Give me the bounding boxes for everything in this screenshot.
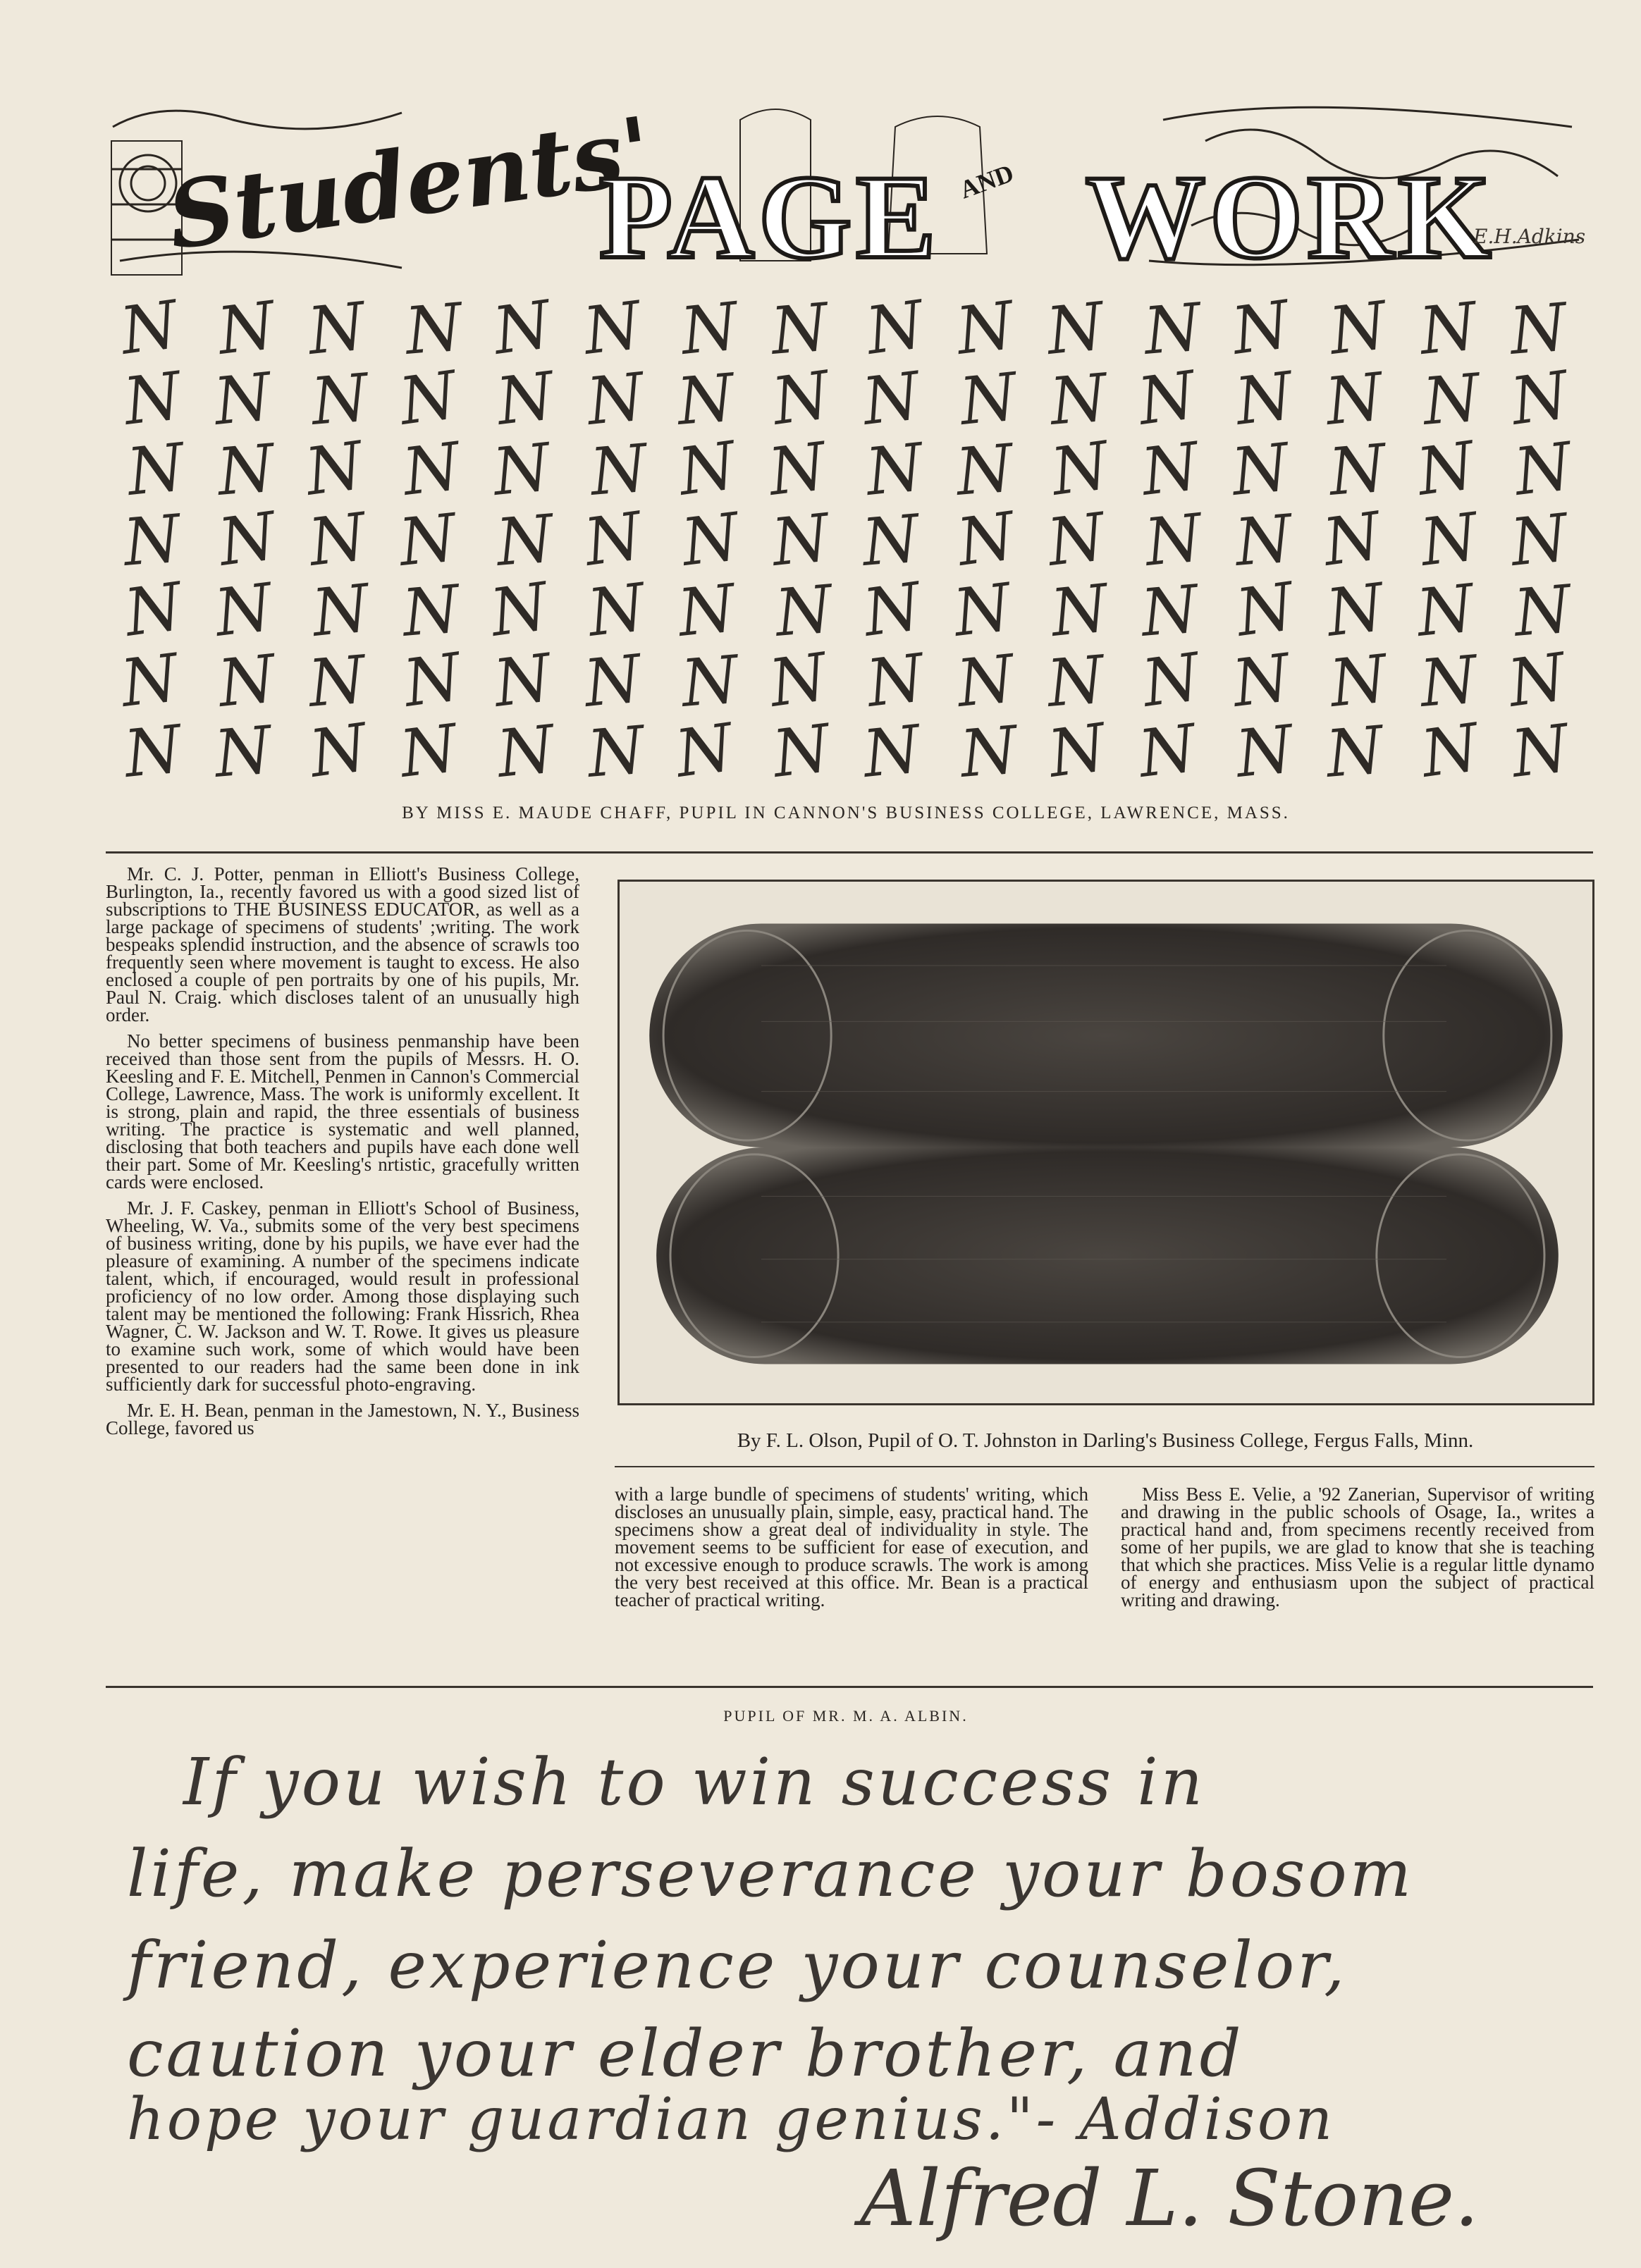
handwriting-line-1: If you wish to win success in [183, 1744, 1205, 1820]
specimen-letter: N [305, 641, 369, 722]
masthead-artist-signature: E.H.Adkins [1473, 225, 1586, 248]
specimen-letter: N [1232, 711, 1297, 789]
paragraph-bean-end: with a large bundle of specimens of students' writing, which discloses an unusually plain, simple, easy, practical hand. The specimens show a great deal of individuality in style. The movement seems to be sufficient for ease of execution, and not excessive enough to produce scrawls. The work is among the very best received at this office. Mr. Bean is a practical teacher of practical writing. [615, 1484, 1088, 1610]
specimen-letter: N [580, 641, 645, 722]
specimen-letter: N [1325, 296, 1391, 369]
specimen-letter: N [768, 296, 832, 369]
specimen-letter: N [399, 639, 466, 722]
handwriting-line-3: friend, experience your counselor, [127, 1928, 1348, 2003]
handwriting-line-2: life, make perseverance your bosom [127, 1836, 1415, 1911]
specimen-letter: N [1043, 296, 1108, 369]
specimen-letter: N [1141, 296, 1205, 369]
specimen-letter: N [1137, 428, 1203, 510]
specimen-letter: N [772, 571, 836, 651]
handwriting-line-5: hope your guardian genius."- Addison [127, 2086, 1336, 2153]
specimen-letter: N [1231, 500, 1296, 581]
specimen-letter: N [1141, 500, 1206, 581]
specimen-letter: N [1322, 569, 1389, 651]
specimen-caption: BY MISS E. MAUDE CHAFF, PUPIL IN CANNON'S BUSINESS COLLEGE, LAWRENCE, MASS. [402, 803, 1290, 822]
specimen-letter: N [859, 568, 926, 651]
specimen-letter: N [120, 500, 184, 581]
specimen-letter: N [399, 571, 463, 651]
article-column-middle [615, 1486, 1088, 1617]
specimen-letter: N [1138, 571, 1202, 651]
specimen-letter: N [1420, 359, 1483, 440]
specimen-letter: N [308, 359, 371, 440]
specimen-letter: N [493, 711, 558, 789]
specimen-letters [106, 296, 1586, 789]
specimen-letter: N [674, 570, 739, 651]
specimen-letter: N [123, 429, 188, 510]
specimen-letter: N [214, 296, 280, 369]
specimen-letter: N [210, 359, 275, 440]
specimen-letter: N [1227, 296, 1295, 369]
specimen-letter: N [488, 296, 556, 369]
specimen-letter: N [116, 639, 183, 722]
specimen-letter: N [1511, 571, 1575, 651]
specimen-letter: N [1134, 710, 1200, 789]
masthead-work: WORK [1086, 151, 1496, 282]
specimen-letter: N [1318, 498, 1386, 581]
article-column-left [106, 865, 579, 1446]
specimen-letter: N [1510, 428, 1576, 510]
specimen-letter: N [858, 357, 924, 440]
masthead-art [106, 99, 1586, 282]
specimen-letter: N [211, 712, 275, 789]
masthead [106, 99, 1586, 282]
specimen-letter: N [583, 359, 648, 440]
specimen-letter: N [486, 568, 553, 651]
specimen-letter: N [1507, 500, 1572, 581]
specimen-letter: N [1231, 357, 1297, 440]
specimen-letter: N [673, 427, 741, 510]
specimen-letter: N [584, 712, 648, 789]
specimen-letter: N [1323, 712, 1387, 789]
specimen-letter: N [1138, 639, 1205, 722]
specimen-letter: N [1506, 296, 1571, 369]
specimen-letter: N [116, 296, 183, 369]
specimen-letter: N [300, 427, 368, 510]
handwriting-signature: Alfred L. Stone. [860, 2153, 1480, 2243]
specimen-letter: N [764, 428, 830, 510]
specimen-letter: N [120, 568, 188, 651]
specimen-letter: N [214, 430, 278, 510]
specimen-letter: N [1413, 570, 1478, 651]
specimen-letter: N [584, 569, 650, 651]
specimen-letter: N [211, 569, 277, 651]
specimen-letter: N [395, 500, 460, 581]
specimen-letter: N [304, 296, 369, 369]
specimen-letter: N [768, 357, 835, 440]
specimen-letter: N [953, 430, 1016, 510]
specimen-letter: N [768, 710, 835, 789]
specimen-letter: N [677, 498, 744, 581]
specimen-letter: N [862, 639, 928, 722]
specimen-letter: N [305, 709, 372, 789]
specimen-letter: N [765, 639, 832, 722]
specimen-letter: N [1415, 296, 1481, 369]
specimen-letter: N [1412, 427, 1480, 510]
specimen-letter: N [1506, 357, 1573, 440]
specimen-letter: N [308, 570, 374, 651]
specimen-letter: N [398, 428, 465, 510]
rule-photo [615, 1466, 1594, 1467]
specimen-letter: N [489, 429, 554, 510]
specimen-letter: N [952, 296, 1019, 369]
paragraph-bean-start: Mr. E. H. Bean, penman in the Jamestown, N. Y., Business College, favored us [106, 1400, 579, 1438]
specimen-letter: N [1228, 639, 1294, 722]
specimen-letter: N [1044, 641, 1107, 722]
specimen-letter: N [677, 296, 742, 369]
specimen-letter: N [1046, 427, 1114, 510]
paragraph-potter: Mr. C. J. Potter, penman in Elliott's Business College, Burlington, Ia., recently favored us with a good sized list of subscriptions to THE BUSINESS EDUCATOR, as well as a large package of specimens of students' ;writing. The work bespeaks splendid instruction, and the absence of scrawls too frequently seen where movement is taught to excess. He also enclosed a couple of pen portraits by one of his pupils, Mr. Paul N. Craig. which discloses talent of an unusually high order. [106, 863, 579, 1025]
specimen-letter: N [1043, 709, 1111, 789]
specimen-letter: N [1416, 498, 1482, 581]
specimen-letter: N [670, 709, 738, 789]
photo-caption: By F. L. Olson, Pupil of O. T. Johnston in Darling's Business College, Fergus Falls, Minn. [737, 1429, 1474, 1452]
paragraph-velie: Miss Bess E. Velie, a '92 Zanerian, Supervisor of writing and drawing in the public schools of Osage, Ia., writes a practical hand and, from specimens recently received from some of her pupils, we are glad to know that she is teaching that which she practices. Miss Velie is a regular little dynamo of energy and enthusiasm upon the subject of practical writing and drawing. [1121, 1484, 1594, 1610]
specimen-letter: N [674, 359, 737, 440]
specimen-letter: N [492, 357, 558, 440]
rule-top [106, 851, 1593, 853]
specimen-letter: N [1507, 710, 1573, 789]
oval-exercise-drawing [620, 882, 1592, 1403]
specimen-letter: N [305, 498, 371, 581]
specimen-letter: N [579, 498, 647, 581]
specimen-letter: N [859, 711, 924, 789]
specimen-grid [106, 296, 1586, 789]
specimen-letter: N [214, 498, 281, 581]
specimen-letter: N [952, 498, 1020, 581]
specimen-letter: N [953, 641, 1018, 722]
handwriting-heading: PUPIL OF MR. M. A. ALBIN. [723, 1707, 969, 1725]
specimen-letter: N [862, 429, 927, 510]
paragraph-caskey: Mr. J. F. Caskey, penman in Elliott's School of Business, Wheeling, W. Va., submits some of the very best specimens of business writing, done by his pupils, we have ever had the pleasure of examining. A number of the specimens indicate talent, which, if encouraged, would result in professional proficiency of no low order. Among those displaying such talent may be mentioned the following: Frank Hissrich, Rhea Wagner, C. W. Jackson and W. T. Rowe. It gives us pleasure to examine such work, some of which would have been presented to our readers had the same been done in ink sufficiently dark for successful photo-engraving. [106, 1197, 579, 1395]
specimen-letter: N [1417, 641, 1480, 722]
rule-bottom [106, 1686, 1593, 1688]
specimen-letter: N [1504, 639, 1571, 722]
specimen-letter: N [1326, 430, 1389, 510]
specimen-letter: N [859, 500, 923, 581]
specimen-letter: N [395, 710, 462, 789]
article-column-right [1121, 1486, 1594, 1617]
specimen-letter: N [1416, 709, 1484, 789]
handwriting-line-4: caution your elder brother, and [127, 2016, 1244, 2091]
specimen-letter: N [489, 639, 555, 722]
specimen-letter: N [1043, 498, 1110, 581]
specimen-letter: N [493, 500, 557, 581]
specimen-letter: N [1228, 429, 1293, 510]
specimen-letter: N [121, 711, 185, 789]
masthead-page: PAGE [599, 151, 940, 282]
specimen-letter: N [678, 641, 742, 722]
specimen-letter: N [119, 357, 185, 440]
masthead-and: AND [956, 159, 1018, 204]
specimen-letter: N [587, 430, 651, 510]
specimen-letter: N [1047, 570, 1112, 651]
specimen-letter: N [949, 569, 1016, 651]
specimen-letter: N [395, 357, 462, 440]
specimen-letter: N [1322, 359, 1387, 440]
specimen-letter: N [861, 296, 929, 369]
specimen-letter: N [579, 296, 646, 369]
specimen-letter: N [402, 296, 466, 369]
paragraph-keesling: No better specimens of business penmanship have been received than those sent from the pupils of Messrs. H. O. Keesling and F. E. Mitchell, Penmen in Cannon's Commercial College, Lawrence, Mass. The work is uniformly excellent. It is strong, plain and rapid, the three essentials of business writing. The practice is systematic and well planned, disclosing that both teachers and pupils have each done well their part. Some of Mr. Keesling's nrtistic, gracefully written cards were enclosed. [106, 1030, 579, 1192]
oval-exercise-photo [617, 880, 1594, 1405]
specimen-letter: N [214, 641, 279, 722]
specimen-letter: N [956, 359, 1021, 440]
masthead-students: Students' [161, 99, 658, 271]
specimen-letter: N [1326, 641, 1391, 722]
specimen-letter: N [1231, 568, 1299, 651]
specimen-letter: N [768, 500, 833, 581]
specimen-letter: N [1047, 359, 1110, 440]
specimen-letter: N [1133, 357, 1200, 440]
specimen-letter: N [957, 712, 1021, 789]
